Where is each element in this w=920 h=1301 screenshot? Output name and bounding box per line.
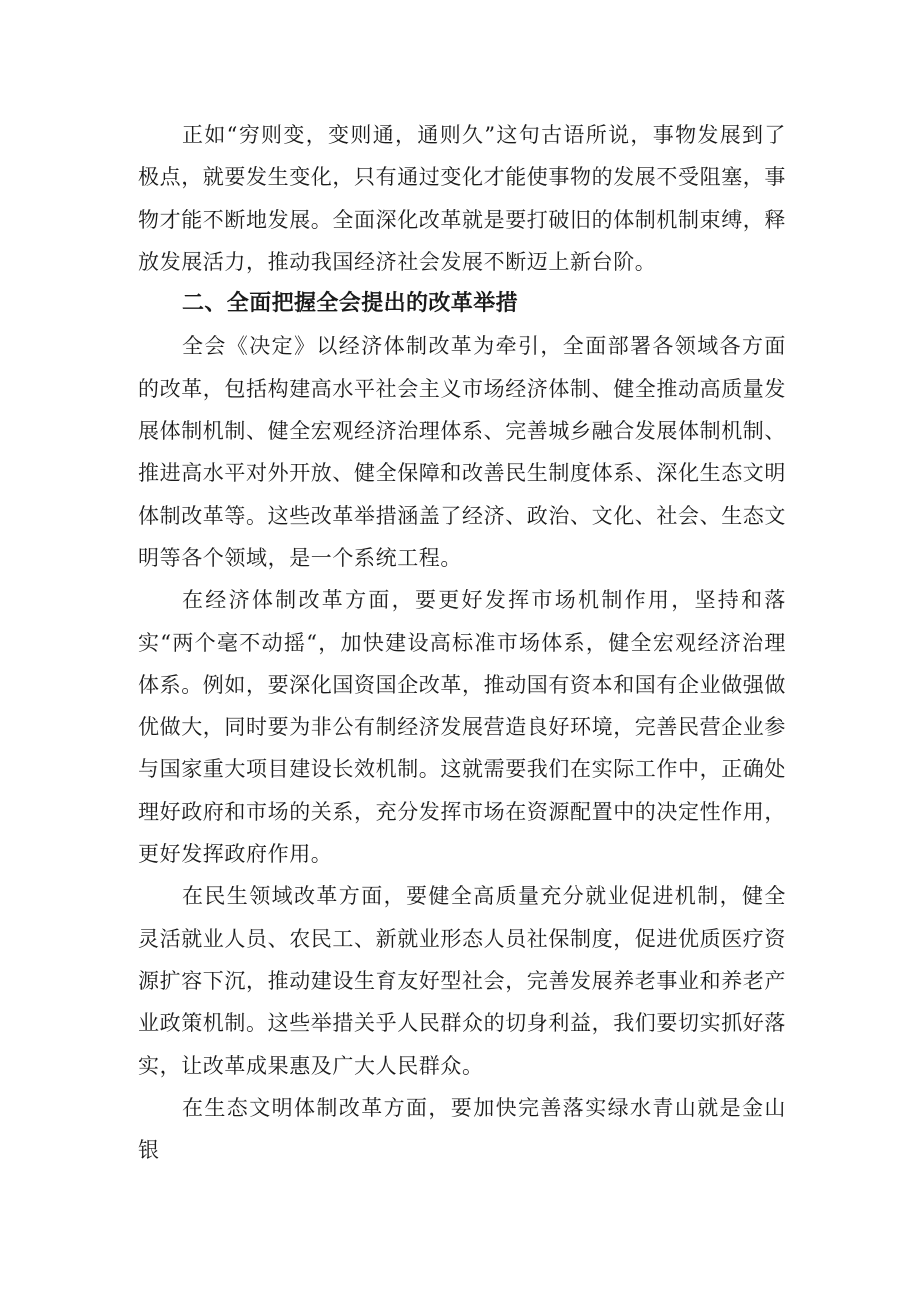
section-heading: 二、全面把握全会提出的改革举措	[182, 291, 519, 317]
paragraph-livelihood-reform: 在民生领域改革方面，要健全高质量充分就业促进机制，健全灵活就业人员、农民工、新就业形态人员社保制度，促进优质医疗资源扩容下沉，推动建设生育友好型社会，完善发展养老事业和养老产业政策机制。这些举措关乎人民群众的切身利益，我们要切实抓好落实，让改革成果惠及广大人民群众。	[138, 884, 786, 1078]
paragraph-ecological-reform: 在生态文明体制改革方面，要加快完善落实绿水青山就是金山银	[138, 1095, 786, 1163]
paragraph-intro: 正如“穷则变，变则通，通则久”这句古语所说，事物发展到了极点，就要发生变化，只有通过变化才能使事物的发展不受阻塞，事物才能不断地发展。全面深化改革就是要打破旧的体制机制束缚，释放发展活力，推动我国经济社会发展不断迈上新台阶。	[138, 123, 786, 274]
paragraph-economic-reform: 在经济体制改革方面，要更好发挥市场机制作用，坚持和落实“两个毫不动摇“，加快建设高标准市场体系，健全宏观经济治理体系。例如，要深化国资国企改革，推动国有资本和国有企业做强做优做大，同时要为非公有制经济发展营造良好环境，完善民营企业参与国家重大项目建设长效机制。这就需要我们在实际工作中，正确处理好政府和市场的关系，充分发挥市场在资源配置中的决定性作用，更好发挥政府作用。	[138, 588, 786, 867]
paragraph-decision-overview: 全会《决定》以经济体制改革为牵引，全面部署各领域各方面的改革，包括构建高水平社会主义市场经济体制、健全推动高质量发展体制机制、健全宏观经济治理体系、完善城乡融合发展体制机制、推进高水平对外开放、健全保障和改善民生制度体系、深化生态文明体制改革等。这些改革举措涵盖了经济、政治、文化、社会、生态文明等各个领域，是一个系统工程。	[138, 334, 786, 570]
document-body	[138, 114, 786, 1171]
